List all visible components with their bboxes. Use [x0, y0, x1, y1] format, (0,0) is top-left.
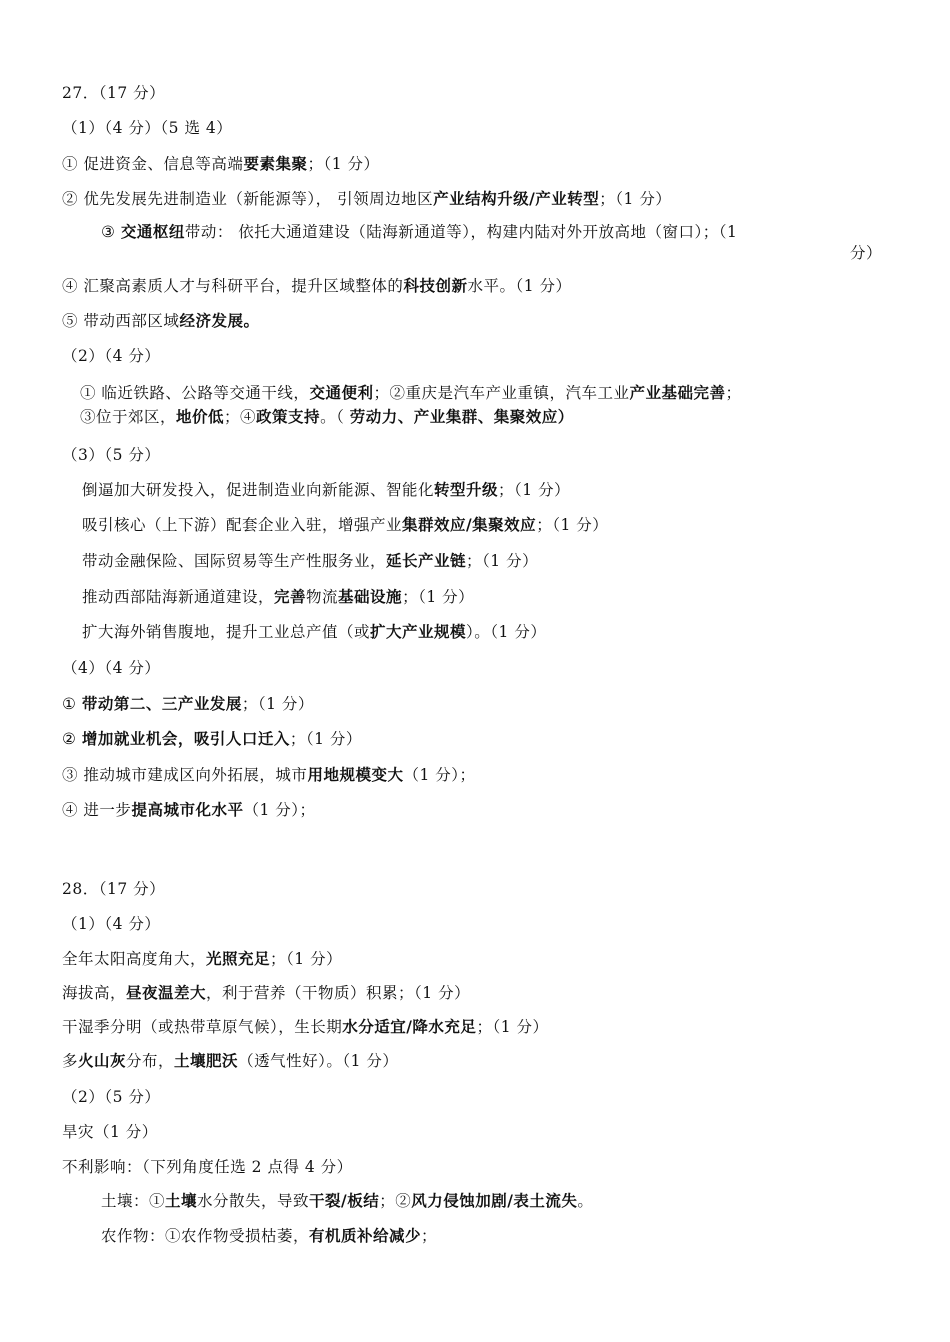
text-segment: ① — [62, 695, 82, 713]
bold-keyword: 科技创新 — [403, 276, 468, 295]
q28-p2-item-1 — [62, 1122, 158, 1142]
q28-p1-header: （1）（4 分） — [62, 915, 161, 933]
q28-p1-item-4 — [62, 1051, 398, 1071]
bold-keyword: 基础设施 — [338, 587, 403, 606]
q28-p1-item-2 — [62, 983, 470, 1003]
q27-p3-item-5 — [82, 622, 546, 642]
bold-keyword: 增加就业机会，吸引人口迁入 — [81, 729, 290, 748]
bold-keyword: 干裂/板结 — [309, 1191, 380, 1210]
q27-p2-item-1 — [80, 383, 742, 403]
text-segment: （透气性好）。（1 分） — [238, 1052, 399, 1070]
q27-p3-item-4 — [82, 587, 474, 607]
text-segment: 倒逼加大研发投入，促进制造业向新能源、智能化 — [82, 481, 435, 499]
text-segment: ④ 汇聚高素质人才与科研平台，提升区域整体的 — [62, 277, 404, 295]
q27-p3-item-2 — [82, 515, 608, 535]
text-segment: ③ — [101, 223, 121, 241]
text-segment: ； — [421, 1227, 438, 1245]
text-segment: 吸引核心（上下游）配套企业入驻，增强产业 — [82, 516, 403, 534]
text-segment: ；（1 分） — [307, 155, 380, 173]
text-segment: ；（1 分） — [270, 950, 343, 968]
text-segment: （1 分）； — [243, 801, 316, 819]
text-segment: ；④ — [224, 408, 257, 426]
text-segment: ）。（1 分） — [466, 623, 547, 641]
text-segment: ③位于郊区， — [80, 408, 177, 426]
text-segment: ；（1 分） — [289, 730, 362, 748]
q27-p1-item-5 — [62, 311, 259, 331]
bold-keyword: 带动第二、三产业发展 — [81, 694, 242, 713]
text-segment: ③ 推动城市建成区向外拓展，城市 — [62, 766, 308, 784]
bold-keyword: 政策支持 — [256, 407, 321, 426]
bold-keyword: 光照充足 — [206, 949, 271, 968]
q27-p3-item-3 — [82, 551, 538, 571]
text-segment: 海拔高， — [62, 984, 127, 1002]
text-segment: 多 — [62, 1052, 79, 1070]
text-segment: 物流 — [306, 588, 339, 606]
q28-p2-item-3 — [101, 1191, 593, 1211]
text-segment: 带动： 依托大通道建设（陆海新通道等），构建内陆对外开放高地（窗口）；（1 — [184, 223, 738, 241]
bold-keyword: 集群效应/集聚效应 — [402, 515, 537, 534]
text-segment: ② — [62, 730, 82, 748]
bold-keyword: 土壤 — [165, 1191, 198, 1210]
q27-p4-item-1 — [62, 694, 314, 714]
text-segment: ；（1 分） — [466, 552, 539, 570]
text-segment: ；（1 分） — [536, 516, 609, 534]
q27-p4-item-4 — [62, 800, 316, 820]
text-segment: 扩大海外销售腹地，提升工业总产值（或 — [82, 623, 371, 641]
bold-keyword: 产业基础完善 — [629, 383, 726, 402]
text-segment: ；（1 分） — [476, 1018, 549, 1036]
bold-keyword: 交通便利 — [309, 383, 374, 402]
q27-p4-header: （4）（4 分） — [62, 659, 161, 677]
bold-keyword: 产业结构升级/产业转型 — [433, 189, 600, 208]
text-segment: ④ 进一步 — [62, 801, 132, 819]
bold-keyword: 提高城市化水平 — [131, 800, 244, 819]
text-segment: 推动西部陆海新通道建设， — [82, 588, 275, 606]
q27-p1-item-1 — [62, 154, 380, 174]
text-segment: 带动金融保险、国际贸易等生产性服务业， — [82, 552, 387, 570]
bold-keyword: 经济发展。 — [179, 311, 260, 330]
q27-p3-header: （3）（5 分） — [62, 446, 161, 464]
bold-keyword: 完善 — [274, 587, 307, 606]
text-segment: 干湿季分明（或热带草原气候），生长期 — [62, 1018, 343, 1036]
text-segment: 。（ — [320, 408, 350, 426]
bold-keyword: 转型升级 — [434, 480, 499, 499]
text-segment: ； — [725, 384, 742, 402]
text-segment: ⑤ 带动西部区域 — [62, 312, 180, 330]
q27-p1-item-3 — [101, 222, 737, 242]
bold-keyword: 用地规模变大 — [307, 765, 404, 784]
text-segment: 水分散失，导致 — [197, 1192, 310, 1210]
bold-keyword: 扩大产业规模 — [370, 622, 467, 641]
bold-keyword: 火山灰 — [78, 1051, 127, 1070]
bold-keyword: 劳动力、产业集群、集聚效应） — [349, 407, 574, 426]
q28-p2-item-4 — [101, 1226, 437, 1246]
bold-keyword: 土壤肥沃 — [174, 1051, 239, 1070]
text-segment: ① 促进资金、信息等高端 — [62, 155, 244, 173]
q27-p1-item-3-wrap — [850, 243, 882, 263]
q27-header: 27．（17 分） — [62, 84, 166, 102]
text-segment: （1 分）； — [403, 766, 476, 784]
text-segment: 土壤：① — [101, 1192, 166, 1210]
q27-p1-header: （1）（4 分）（5 选 4） — [62, 119, 233, 137]
text-segment: 水平。（1 分） — [467, 277, 572, 295]
text-segment: 。 — [577, 1192, 594, 1210]
text-segment: 分） — [850, 244, 883, 262]
bold-keyword: 水分适宜/降水充足 — [342, 1017, 477, 1036]
q27-p2-header: （2）（4 分） — [62, 347, 161, 365]
text-segment: 旱灾（1 分） — [62, 1123, 158, 1141]
text-segment: 不利影响：（下列角度任选 2 点得 4 分） — [62, 1158, 353, 1176]
q27-p4-item-3 — [62, 765, 476, 785]
q28-p1-item-3 — [62, 1017, 548, 1037]
text-segment: ；（1 分） — [599, 190, 672, 208]
bold-keyword: 风力侵蚀加剧/表土流失 — [411, 1191, 578, 1210]
bold-keyword: 地价低 — [176, 407, 225, 426]
text-segment: ② 优先发展先进制造业（新能源等）， 引领周边地区 — [62, 190, 434, 208]
text-segment: 全年太阳高度角大， — [62, 950, 207, 968]
bold-keyword: 昼夜温差大 — [126, 983, 207, 1002]
text-segment: ；（1 分） — [498, 481, 571, 499]
bold-keyword: 要素集聚 — [243, 154, 308, 173]
q28-header: 28．（17 分） — [62, 880, 166, 898]
q28-p1-item-1 — [62, 949, 342, 969]
text-segment: ；（1 分） — [402, 588, 475, 606]
text-segment: ；（1 分） — [241, 695, 314, 713]
bold-keyword: 延长产业链 — [386, 551, 467, 570]
q28-p2-item-2 — [62, 1157, 353, 1177]
q27-p2-item-2 — [80, 407, 574, 427]
text-segment: 农作物：①农作物受损枯萎， — [101, 1227, 310, 1245]
bold-keyword: 交通枢纽 — [120, 222, 185, 241]
text-segment: ① 临近铁路、公路等交通干线， — [80, 384, 310, 402]
text-segment: ；② — [379, 1192, 412, 1210]
text-segment: ；②重庆是汽车产业重镇，汽车工业 — [373, 384, 630, 402]
text-segment: ，利于营养（干物质）积累；（1 分） — [206, 984, 471, 1002]
q27-p1-item-2 — [62, 189, 671, 209]
bold-keyword: 有机质补给减少 — [309, 1226, 422, 1245]
q28-p2-header: （2）（5 分） — [62, 1088, 161, 1106]
q27-p4-item-2 — [62, 729, 362, 749]
q27-p3-item-1 — [82, 480, 570, 500]
q27-p1-item-4 — [62, 276, 572, 296]
text-segment: 分布， — [126, 1052, 175, 1070]
